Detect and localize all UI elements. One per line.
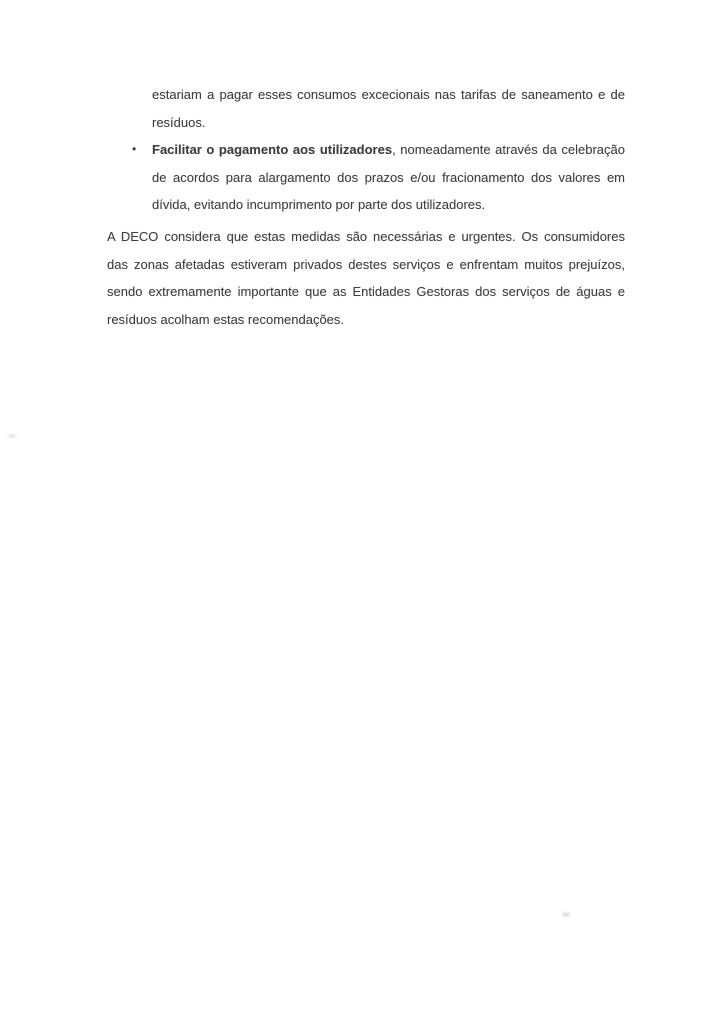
scan-speck xyxy=(560,911,572,918)
text-line: dívida, evitando incumprimento por parte dos utilizadores. xyxy=(152,197,486,212)
document-body xyxy=(107,81,625,333)
closing-paragraph xyxy=(107,223,625,333)
bullet-line1-rest: , nomeadamente através da celebração xyxy=(392,142,625,157)
scan-smudge xyxy=(6,433,18,439)
text-line: A DECO considera que estas medidas são necessárias e urgentes. Os consumidores xyxy=(107,229,625,244)
text-line xyxy=(152,136,625,164)
bullet-lead-bold: Facilitar o pagamento aos utilizadores xyxy=(152,142,393,157)
text-line: das zonas afetadas estiveram privados destes serviços e enfrentam muitos prejuízos, xyxy=(107,256,625,272)
text-line: resíduos acolham estas recomendações. xyxy=(107,311,345,327)
text-line: de acordos para alargamento dos prazos e/ou fracionamento dos valores em xyxy=(152,169,625,185)
text-line: estariam a pagar esses consumos excecionais nas tarifas de saneamento e de xyxy=(152,87,625,102)
text-line: sendo extremamente importante que as Entidades Gestoras dos serviços de águas e xyxy=(107,284,625,299)
bullet-item xyxy=(132,136,625,219)
bullet-icon: • xyxy=(132,142,137,156)
bullet-continuation xyxy=(152,81,625,136)
text-line: resíduos. xyxy=(152,114,206,130)
